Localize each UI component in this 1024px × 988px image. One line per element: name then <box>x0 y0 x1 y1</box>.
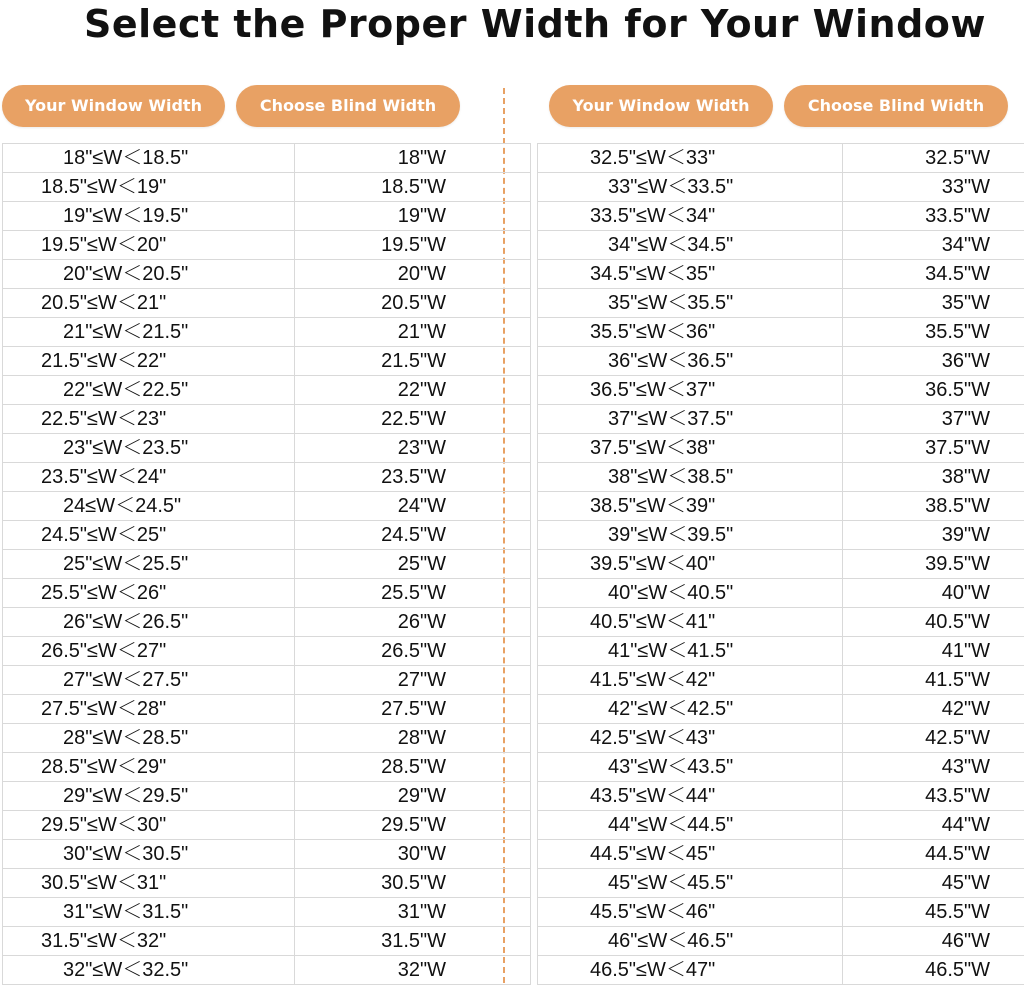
table-row <box>3 289 531 318</box>
blind-width-cell: 34.5"W <box>843 260 1024 289</box>
table-row <box>3 434 531 463</box>
table-row <box>3 173 531 202</box>
window-width-range-cell: 23.5"≤W＜24" <box>3 463 295 492</box>
table-row <box>538 956 1024 985</box>
table-row <box>538 434 1024 463</box>
table-row <box>3 782 531 811</box>
table-row <box>538 347 1024 376</box>
window-width-range-cell: 28"≤W＜28.5" <box>3 724 295 753</box>
window-width-range-cell: 33"≤W＜33.5" <box>538 173 843 202</box>
table-row <box>538 231 1024 260</box>
table-row <box>538 318 1024 347</box>
window-width-range-cell: 19"≤W＜19.5" <box>3 202 295 231</box>
window-width-range-cell: 42"≤W＜42.5" <box>538 695 843 724</box>
window-width-range-cell: 37"≤W＜37.5" <box>538 405 843 434</box>
blind-width-cell: 18.5"W <box>295 173 531 202</box>
blind-width-cell: 34"W <box>843 231 1024 260</box>
window-width-range-cell: 39"≤W＜39.5" <box>538 521 843 550</box>
table-row <box>538 608 1024 637</box>
table-row <box>3 840 531 869</box>
blind-width-cell: 32.5"W <box>843 144 1024 173</box>
blind-width-cell: 41"W <box>843 637 1024 666</box>
blind-width-cell: 24"W <box>295 492 531 521</box>
window-width-range-cell: 38"≤W＜38.5" <box>538 463 843 492</box>
table-row <box>3 811 531 840</box>
window-width-range-cell: 20"≤W＜20.5" <box>3 260 295 289</box>
window-width-range-cell: 26"≤W＜26.5" <box>3 608 295 637</box>
blind-width-cell: 45"W <box>843 869 1024 898</box>
page-title: Select the Proper Width for Your Window <box>84 2 986 46</box>
table-row <box>538 173 1024 202</box>
window-width-range-cell: 29"≤W＜29.5" <box>3 782 295 811</box>
window-width-range-cell: 35"≤W＜35.5" <box>538 289 843 318</box>
blind-width-cell: 36"W <box>843 347 1024 376</box>
table-row <box>538 753 1024 782</box>
table-row <box>3 144 531 173</box>
size-table-left <box>2 143 531 985</box>
table-row <box>3 637 531 666</box>
blind-width-cell: 38.5"W <box>843 492 1024 521</box>
table-row <box>538 898 1024 927</box>
window-width-range-cell: 21.5"≤W＜22" <box>3 347 295 376</box>
window-width-range-cell: 25"≤W＜25.5" <box>3 550 295 579</box>
blind-width-cell: 27"W <box>295 666 531 695</box>
table-row <box>538 579 1024 608</box>
blind-width-cell: 39"W <box>843 521 1024 550</box>
blind-width-cell: 43"W <box>843 753 1024 782</box>
window-width-range-cell: 32.5"≤W＜33" <box>538 144 843 173</box>
table-row <box>3 521 531 550</box>
table-row <box>538 811 1024 840</box>
blind-width-cell: 42.5"W <box>843 724 1024 753</box>
header-blind-width-left: Choose Blind Width <box>236 85 460 127</box>
table-row <box>3 318 531 347</box>
table-row <box>3 347 531 376</box>
table-row <box>3 260 531 289</box>
blind-width-cell: 38"W <box>843 463 1024 492</box>
table-row <box>3 550 531 579</box>
blind-width-cell: 41.5"W <box>843 666 1024 695</box>
blind-width-cell: 45.5"W <box>843 898 1024 927</box>
blind-width-cell: 43.5"W <box>843 782 1024 811</box>
table-row <box>538 376 1024 405</box>
blind-width-cell: 46.5"W <box>843 956 1024 985</box>
table-row <box>3 231 531 260</box>
blind-width-cell: 21.5"W <box>295 347 531 376</box>
window-width-range-cell: 38.5"≤W＜39" <box>538 492 843 521</box>
blind-width-cell: 36.5"W <box>843 376 1024 405</box>
window-width-range-cell: 45.5"≤W＜46" <box>538 898 843 927</box>
window-width-range-cell: 26.5"≤W＜27" <box>3 637 295 666</box>
window-width-range-cell: 21"≤W＜21.5" <box>3 318 295 347</box>
table-row <box>3 405 531 434</box>
window-width-range-cell: 30.5"≤W＜31" <box>3 869 295 898</box>
header-blind-width-right: Choose Blind Width <box>784 85 1008 127</box>
window-width-range-cell: 20.5"≤W＜21" <box>3 289 295 318</box>
blind-width-cell: 23.5"W <box>295 463 531 492</box>
window-width-range-cell: 18"≤W＜18.5" <box>3 144 295 173</box>
blind-width-cell: 31"W <box>295 898 531 927</box>
blind-width-cell: 30"W <box>295 840 531 869</box>
table-row <box>538 144 1024 173</box>
window-width-range-cell: 24≤W＜24.5" <box>3 492 295 521</box>
window-width-range-cell: 22"≤W＜22.5" <box>3 376 295 405</box>
table-row <box>3 695 531 724</box>
blind-width-cell: 27.5"W <box>295 695 531 724</box>
blind-width-cell: 46"W <box>843 927 1024 956</box>
blind-width-cell: 42"W <box>843 695 1024 724</box>
blind-width-cell: 18"W <box>295 144 531 173</box>
table-row <box>538 840 1024 869</box>
blind-width-cell: 21"W <box>295 318 531 347</box>
window-width-range-cell: 24.5"≤W＜25" <box>3 521 295 550</box>
table-row <box>3 492 531 521</box>
blind-width-cell: 28"W <box>295 724 531 753</box>
blind-width-cell: 25"W <box>295 550 531 579</box>
window-width-range-cell: 27"≤W＜27.5" <box>3 666 295 695</box>
blind-width-cell: 29.5"W <box>295 811 531 840</box>
window-width-range-cell: 28.5"≤W＜29" <box>3 753 295 782</box>
blind-width-cell: 44"W <box>843 811 1024 840</box>
blind-width-cell: 24.5"W <box>295 521 531 550</box>
window-width-range-cell: 19.5"≤W＜20" <box>3 231 295 260</box>
table-row <box>538 666 1024 695</box>
table-row <box>538 927 1024 956</box>
window-width-range-cell: 41"≤W＜41.5" <box>538 637 843 666</box>
table-row <box>538 550 1024 579</box>
blind-width-cell: 19.5"W <box>295 231 531 260</box>
window-width-range-cell: 39.5"≤W＜40" <box>538 550 843 579</box>
blind-width-cell: 39.5"W <box>843 550 1024 579</box>
table-row <box>3 724 531 753</box>
blind-width-cell: 40"W <box>843 579 1024 608</box>
window-width-range-cell: 44"≤W＜44.5" <box>538 811 843 840</box>
window-width-range-cell: 46"≤W＜46.5" <box>538 927 843 956</box>
blind-width-cell: 37"W <box>843 405 1024 434</box>
window-width-range-cell: 33.5"≤W＜34" <box>538 202 843 231</box>
window-width-range-cell: 30"≤W＜30.5" <box>3 840 295 869</box>
blind-width-cell: 33.5"W <box>843 202 1024 231</box>
table-row <box>538 724 1024 753</box>
window-width-range-cell: 42.5"≤W＜43" <box>538 724 843 753</box>
table-row <box>3 608 531 637</box>
table-row <box>538 405 1024 434</box>
blind-width-cell: 30.5"W <box>295 869 531 898</box>
window-width-range-cell: 41.5"≤W＜42" <box>538 666 843 695</box>
window-width-range-cell: 36"≤W＜36.5" <box>538 347 843 376</box>
table-row <box>538 463 1024 492</box>
table-row <box>538 202 1024 231</box>
window-width-range-cell: 40.5"≤W＜41" <box>538 608 843 637</box>
blind-width-cell: 22"W <box>295 376 531 405</box>
blind-width-cell: 29"W <box>295 782 531 811</box>
blind-width-cell: 44.5"W <box>843 840 1024 869</box>
blind-width-cell: 33"W <box>843 173 1024 202</box>
blind-width-cell: 37.5"W <box>843 434 1024 463</box>
window-width-range-cell: 31"≤W＜31.5" <box>3 898 295 927</box>
blind-width-cell: 20"W <box>295 260 531 289</box>
table-row <box>3 202 531 231</box>
table-row <box>3 463 531 492</box>
table-row <box>538 492 1024 521</box>
blind-width-cell: 31.5"W <box>295 927 531 956</box>
table-row <box>3 666 531 695</box>
window-width-range-cell: 32"≤W＜32.5" <box>3 956 295 985</box>
blind-width-cell: 40.5"W <box>843 608 1024 637</box>
window-width-range-cell: 34.5"≤W＜35" <box>538 260 843 289</box>
table-row <box>3 898 531 927</box>
blind-width-cell: 35.5"W <box>843 318 1024 347</box>
blind-width-cell: 35"W <box>843 289 1024 318</box>
table-row <box>3 927 531 956</box>
window-width-range-cell: 40"≤W＜40.5" <box>538 579 843 608</box>
table-row <box>538 869 1024 898</box>
header-window-width-left: Your Window Width <box>2 85 225 127</box>
table-row <box>3 579 531 608</box>
window-width-range-cell: 23"≤W＜23.5" <box>3 434 295 463</box>
window-width-range-cell: 27.5"≤W＜28" <box>3 695 295 724</box>
window-width-range-cell: 43"≤W＜43.5" <box>538 753 843 782</box>
table-row <box>538 637 1024 666</box>
table-row <box>538 260 1024 289</box>
window-width-range-cell: 29.5"≤W＜30" <box>3 811 295 840</box>
window-width-range-cell: 18.5"≤W＜19" <box>3 173 295 202</box>
blind-width-cell: 23"W <box>295 434 531 463</box>
table-row <box>3 869 531 898</box>
size-table-right <box>537 143 1024 985</box>
window-width-range-cell: 45"≤W＜45.5" <box>538 869 843 898</box>
window-width-range-cell: 44.5"≤W＜45" <box>538 840 843 869</box>
window-width-range-cell: 31.5"≤W＜32" <box>3 927 295 956</box>
blind-width-cell: 26"W <box>295 608 531 637</box>
blind-width-cell: 25.5"W <box>295 579 531 608</box>
window-width-range-cell: 36.5"≤W＜37" <box>538 376 843 405</box>
table-row <box>538 521 1024 550</box>
blind-width-cell: 22.5"W <box>295 405 531 434</box>
table-row <box>538 782 1024 811</box>
window-width-range-cell: 22.5"≤W＜23" <box>3 405 295 434</box>
window-width-range-cell: 37.5"≤W＜38" <box>538 434 843 463</box>
table-row <box>3 753 531 782</box>
window-width-range-cell: 43.5"≤W＜44" <box>538 782 843 811</box>
table-row <box>3 956 531 985</box>
table-row <box>3 376 531 405</box>
blind-width-cell: 20.5"W <box>295 289 531 318</box>
window-width-range-cell: 34"≤W＜34.5" <box>538 231 843 260</box>
blind-width-cell: 28.5"W <box>295 753 531 782</box>
window-width-range-cell: 35.5"≤W＜36" <box>538 318 843 347</box>
blind-width-cell: 26.5"W <box>295 637 531 666</box>
header-window-width-right: Your Window Width <box>549 85 773 127</box>
window-width-range-cell: 25.5"≤W＜26" <box>3 579 295 608</box>
table-row <box>538 695 1024 724</box>
table-row <box>538 289 1024 318</box>
blind-width-cell: 32"W <box>295 956 531 985</box>
window-width-range-cell: 46.5"≤W＜47" <box>538 956 843 985</box>
blind-width-cell: 19"W <box>295 202 531 231</box>
